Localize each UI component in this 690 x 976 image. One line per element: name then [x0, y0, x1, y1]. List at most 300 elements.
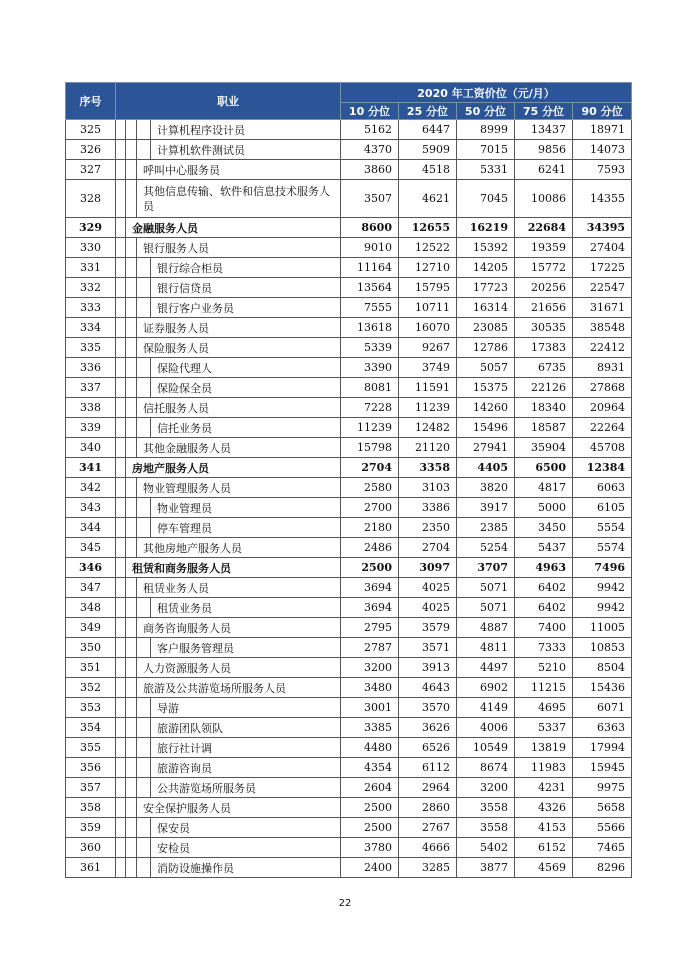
header-salary-group: 2020 年工资价位（元/月） — [341, 83, 632, 103]
indent-cell — [116, 398, 126, 418]
serial-number-cell: 358 — [66, 798, 116, 818]
p50-cell: 15375 — [457, 378, 515, 398]
p10-cell: 5339 — [341, 338, 399, 358]
p90-cell: 8296 — [573, 858, 632, 878]
p10-cell: 3694 — [341, 598, 399, 618]
p25-cell: 3285 — [399, 858, 457, 878]
p10-cell: 13618 — [341, 318, 399, 338]
indent-cell — [126, 140, 137, 160]
p50-cell: 2385 — [457, 518, 515, 538]
indent-cell — [116, 638, 126, 658]
serial-number-cell: 353 — [66, 698, 116, 718]
occupation-name-cell: 其他信息传输、软件和信息技术服务人员 — [137, 180, 341, 218]
indent-cell — [116, 658, 126, 678]
p50-cell: 10549 — [457, 738, 515, 758]
p50-cell: 7045 — [457, 180, 515, 218]
p90-cell: 20964 — [573, 398, 632, 418]
indent-cell — [116, 618, 126, 638]
indent-cell — [116, 358, 126, 378]
indent-cell — [116, 338, 126, 358]
p50-cell: 4149 — [457, 698, 515, 718]
p25-cell: 3570 — [399, 698, 457, 718]
table-row — [66, 558, 632, 578]
table-row — [66, 398, 632, 418]
p50-cell: 8999 — [457, 120, 515, 140]
p25-cell: 2767 — [399, 818, 457, 838]
occupation-name-cell: 停车管理员 — [151, 518, 341, 538]
p25-cell: 4643 — [399, 678, 457, 698]
indent-cell — [126, 818, 137, 838]
occupation-name-cell: 银行客户业务员 — [151, 298, 341, 318]
p90-cell: 15436 — [573, 678, 632, 698]
table-row — [66, 258, 632, 278]
indent-cell — [126, 298, 137, 318]
serial-number-cell: 349 — [66, 618, 116, 638]
p25-cell: 3097 — [399, 558, 457, 578]
p75-cell: 4695 — [515, 698, 573, 718]
p25-cell: 4621 — [399, 180, 457, 218]
salary-table — [65, 82, 632, 878]
indent-cell — [116, 738, 126, 758]
p25-cell: 3571 — [399, 638, 457, 658]
serial-number-cell: 350 — [66, 638, 116, 658]
p50-cell: 5071 — [457, 578, 515, 598]
indent-cell — [116, 698, 126, 718]
indent-cell — [137, 418, 151, 438]
indent-cell — [137, 758, 151, 778]
indent-cell — [137, 358, 151, 378]
indent-cell — [137, 838, 151, 858]
indent-cell — [126, 618, 137, 638]
p25-cell: 15795 — [399, 278, 457, 298]
indent-cell — [126, 638, 137, 658]
occupation-name-cell: 物业管理员 — [151, 498, 341, 518]
p10-cell: 3860 — [341, 160, 399, 180]
indent-cell — [116, 418, 126, 438]
indent-cell — [116, 498, 126, 518]
p25-cell: 2704 — [399, 538, 457, 558]
p90-cell: 7465 — [573, 838, 632, 858]
indent-cell — [137, 378, 151, 398]
p50-cell: 4405 — [457, 458, 515, 478]
p90-cell: 10853 — [573, 638, 632, 658]
indent-cell — [137, 498, 151, 518]
p75-cell: 21656 — [515, 298, 573, 318]
p50-cell: 5057 — [457, 358, 515, 378]
occupation-name-cell: 保险保全员 — [151, 378, 341, 398]
table-row — [66, 438, 632, 458]
p90-cell: 9942 — [573, 598, 632, 618]
indent-cell — [116, 718, 126, 738]
p10-cell: 11239 — [341, 418, 399, 438]
p90-cell: 9942 — [573, 578, 632, 598]
occupation-name-cell: 呼叫中心服务员 — [137, 160, 341, 180]
p75-cell: 10086 — [515, 180, 573, 218]
table-row — [66, 298, 632, 318]
indent-cell — [126, 378, 137, 398]
p50-cell: 3877 — [457, 858, 515, 878]
p90-cell: 15945 — [573, 758, 632, 778]
p90-cell: 17225 — [573, 258, 632, 278]
p75-cell: 11983 — [515, 758, 573, 778]
occupation-name-cell: 房地产服务人员 — [126, 458, 341, 478]
p10-cell: 9010 — [341, 238, 399, 258]
table-row — [66, 378, 632, 398]
indent-cell — [137, 120, 151, 140]
p10-cell: 13564 — [341, 278, 399, 298]
p10-cell: 4480 — [341, 738, 399, 758]
indent-cell — [126, 738, 137, 758]
occupation-name-cell: 旅游及公共游览场所服务人员 — [137, 678, 341, 698]
p90-cell: 22412 — [573, 338, 632, 358]
p50-cell: 4887 — [457, 618, 515, 638]
p25-cell: 10711 — [399, 298, 457, 318]
indent-cell — [137, 778, 151, 798]
serial-number-cell: 334 — [66, 318, 116, 338]
p75-cell: 6241 — [515, 160, 573, 180]
indent-cell — [137, 258, 151, 278]
p50-cell: 4811 — [457, 638, 515, 658]
indent-cell — [137, 598, 151, 618]
p75-cell: 18587 — [515, 418, 573, 438]
indent-cell — [137, 718, 151, 738]
occupation-name-cell: 保险代理人 — [151, 358, 341, 378]
p90-cell: 5574 — [573, 538, 632, 558]
p75-cell: 15772 — [515, 258, 573, 278]
serial-number-cell: 333 — [66, 298, 116, 318]
header-p25: 25 分位 — [399, 103, 457, 120]
p10-cell: 8081 — [341, 378, 399, 398]
indent-cell — [116, 180, 126, 218]
table-row — [66, 180, 632, 218]
table-row — [66, 718, 632, 738]
p75-cell: 11215 — [515, 678, 573, 698]
p25-cell: 9267 — [399, 338, 457, 358]
indent-cell — [126, 258, 137, 278]
p90-cell: 6063 — [573, 478, 632, 498]
p10-cell: 2180 — [341, 518, 399, 538]
indent-cell — [126, 678, 137, 698]
p10-cell: 11164 — [341, 258, 399, 278]
p10-cell: 4370 — [341, 140, 399, 160]
p90-cell: 7496 — [573, 558, 632, 578]
indent-cell — [126, 658, 137, 678]
p25-cell: 6526 — [399, 738, 457, 758]
indent-cell — [137, 858, 151, 878]
table-row — [66, 478, 632, 498]
indent-cell — [126, 538, 137, 558]
page-number: 22 — [338, 898, 352, 909]
p50-cell: 17723 — [457, 278, 515, 298]
serial-number-cell: 354 — [66, 718, 116, 738]
indent-cell — [116, 278, 126, 298]
indent-cell — [116, 458, 126, 478]
p50-cell: 16219 — [457, 218, 515, 238]
p10-cell: 2400 — [341, 858, 399, 878]
indent-cell — [126, 438, 137, 458]
p75-cell: 5210 — [515, 658, 573, 678]
occupation-name-cell: 旅行社计调 — [151, 738, 341, 758]
p90-cell: 6071 — [573, 698, 632, 718]
serial-number-cell: 360 — [66, 838, 116, 858]
p50-cell: 5071 — [457, 598, 515, 618]
p50-cell: 6902 — [457, 678, 515, 698]
serial-number-cell: 336 — [66, 358, 116, 378]
p10-cell: 2795 — [341, 618, 399, 638]
p50-cell: 7015 — [457, 140, 515, 160]
serial-number-cell: 328 — [66, 180, 116, 218]
p25-cell: 4025 — [399, 578, 457, 598]
p75-cell: 18340 — [515, 398, 573, 418]
p50-cell: 4497 — [457, 658, 515, 678]
occupation-name-cell: 租赁和商务服务人员 — [126, 558, 341, 578]
serial-number-cell: 359 — [66, 818, 116, 838]
occupation-name-cell: 客户服务管理员 — [151, 638, 341, 658]
occupation-name-cell: 导游 — [151, 698, 341, 718]
table-row — [66, 698, 632, 718]
table-row — [66, 218, 632, 238]
p10-cell: 3390 — [341, 358, 399, 378]
serial-number-cell: 361 — [66, 858, 116, 878]
serial-number-cell: 351 — [66, 658, 116, 678]
p75-cell: 6735 — [515, 358, 573, 378]
p25-cell: 11239 — [399, 398, 457, 418]
table-row — [66, 778, 632, 798]
p90-cell: 5566 — [573, 818, 632, 838]
serial-number-cell: 337 — [66, 378, 116, 398]
indent-cell — [116, 818, 126, 838]
indent-cell — [116, 160, 126, 180]
p90-cell: 18971 — [573, 120, 632, 140]
serial-number-cell: 345 — [66, 538, 116, 558]
table-row — [66, 738, 632, 758]
p10-cell: 8600 — [341, 218, 399, 238]
p25-cell: 21120 — [399, 438, 457, 458]
indent-cell — [116, 858, 126, 878]
serial-number-cell: 355 — [66, 738, 116, 758]
p25-cell: 3386 — [399, 498, 457, 518]
p50-cell: 14205 — [457, 258, 515, 278]
indent-cell — [116, 378, 126, 398]
p90-cell: 5658 — [573, 798, 632, 818]
p10-cell: 3200 — [341, 658, 399, 678]
indent-cell — [137, 638, 151, 658]
occupation-name-cell: 旅游团队领队 — [151, 718, 341, 738]
p50-cell: 4006 — [457, 718, 515, 738]
p10-cell: 3694 — [341, 578, 399, 598]
p75-cell: 5000 — [515, 498, 573, 518]
indent-cell — [137, 698, 151, 718]
occupation-name-cell: 物业管理服务人员 — [137, 478, 341, 498]
header-p90: 90 分位 — [573, 103, 632, 120]
p90-cell: 22264 — [573, 418, 632, 438]
p50-cell: 3707 — [457, 558, 515, 578]
indent-cell — [116, 238, 126, 258]
p75-cell: 17383 — [515, 338, 573, 358]
p25-cell: 3358 — [399, 458, 457, 478]
indent-cell — [126, 758, 137, 778]
table-row — [66, 638, 632, 658]
occupation-name-cell: 租赁业务人员 — [137, 578, 341, 598]
p10-cell: 2500 — [341, 798, 399, 818]
p10-cell: 2500 — [341, 818, 399, 838]
indent-cell — [126, 798, 137, 818]
p10-cell: 5162 — [341, 120, 399, 140]
p25-cell: 5909 — [399, 140, 457, 160]
p75-cell: 7333 — [515, 638, 573, 658]
p75-cell: 3450 — [515, 518, 573, 538]
p90-cell: 31671 — [573, 298, 632, 318]
occupation-name-cell: 安检员 — [151, 838, 341, 858]
p50-cell: 8674 — [457, 758, 515, 778]
p50-cell: 5402 — [457, 838, 515, 858]
table-row — [66, 160, 632, 180]
serial-number-cell: 343 — [66, 498, 116, 518]
p90-cell: 22547 — [573, 278, 632, 298]
p90-cell: 9975 — [573, 778, 632, 798]
table-row — [66, 338, 632, 358]
occupation-name-cell: 金融服务人员 — [126, 218, 341, 238]
p50-cell: 15392 — [457, 238, 515, 258]
table-row — [66, 498, 632, 518]
p90-cell: 7593 — [573, 160, 632, 180]
indent-cell — [126, 358, 137, 378]
p25-cell: 3913 — [399, 658, 457, 678]
indent-cell — [116, 120, 126, 140]
p10-cell: 7228 — [341, 398, 399, 418]
p75-cell: 22684 — [515, 218, 573, 238]
p10-cell: 15798 — [341, 438, 399, 458]
serial-number-cell: 341 — [66, 458, 116, 478]
serial-number-cell: 346 — [66, 558, 116, 578]
p75-cell: 6402 — [515, 578, 573, 598]
occupation-name-cell: 银行服务人员 — [137, 238, 341, 258]
indent-cell — [126, 398, 137, 418]
occupation-name-cell: 安全保护服务人员 — [137, 798, 341, 818]
p10-cell: 3001 — [341, 698, 399, 718]
indent-cell — [137, 738, 151, 758]
indent-cell — [116, 298, 126, 318]
header-p50: 50 分位 — [457, 103, 515, 120]
p90-cell: 5554 — [573, 518, 632, 538]
p90-cell: 11005 — [573, 618, 632, 638]
occupation-name-cell: 旅游咨询员 — [151, 758, 341, 778]
indent-cell — [126, 578, 137, 598]
occupation-name-cell: 商务咨询服务人员 — [137, 618, 341, 638]
p90-cell: 12384 — [573, 458, 632, 478]
occupation-name-cell: 其他金融服务人员 — [137, 438, 341, 458]
p90-cell: 14073 — [573, 140, 632, 160]
p10-cell: 2604 — [341, 778, 399, 798]
occupation-name-cell: 保险服务人员 — [137, 338, 341, 358]
occupation-name-cell: 计算机软件测试员 — [151, 140, 341, 160]
table-row — [66, 278, 632, 298]
p75-cell: 6152 — [515, 838, 573, 858]
p90-cell: 27868 — [573, 378, 632, 398]
indent-cell — [116, 438, 126, 458]
p90-cell: 27404 — [573, 238, 632, 258]
p25-cell: 3579 — [399, 618, 457, 638]
indent-cell — [126, 278, 137, 298]
indent-cell — [126, 338, 137, 358]
p10-cell: 3507 — [341, 180, 399, 218]
p25-cell: 12655 — [399, 218, 457, 238]
occupation-name-cell: 银行综合柜员 — [151, 258, 341, 278]
indent-cell — [126, 478, 137, 498]
serial-number-cell: 331 — [66, 258, 116, 278]
p25-cell: 3626 — [399, 718, 457, 738]
p90-cell: 34395 — [573, 218, 632, 238]
p50-cell: 14260 — [457, 398, 515, 418]
p25-cell: 3103 — [399, 478, 457, 498]
header-occupation: 职业 — [116, 83, 341, 120]
indent-cell — [116, 538, 126, 558]
indent-cell — [116, 798, 126, 818]
table-row — [66, 120, 632, 140]
serial-number-cell: 348 — [66, 598, 116, 618]
p10-cell: 2500 — [341, 558, 399, 578]
indent-cell — [126, 180, 137, 218]
p75-cell: 4231 — [515, 778, 573, 798]
p90-cell: 6105 — [573, 498, 632, 518]
occupation-name-cell: 信托业务员 — [151, 418, 341, 438]
p50-cell: 3820 — [457, 478, 515, 498]
table-row — [66, 678, 632, 698]
indent-cell — [116, 258, 126, 278]
indent-cell — [126, 418, 137, 438]
occupation-name-cell: 信托服务人员 — [137, 398, 341, 418]
p25-cell: 12710 — [399, 258, 457, 278]
p75-cell: 22126 — [515, 378, 573, 398]
table-row — [66, 418, 632, 438]
p75-cell: 5437 — [515, 538, 573, 558]
p25-cell: 16070 — [399, 318, 457, 338]
p50-cell: 3558 — [457, 818, 515, 838]
serial-number-cell: 342 — [66, 478, 116, 498]
p10-cell: 2704 — [341, 458, 399, 478]
p25-cell: 2964 — [399, 778, 457, 798]
p25-cell: 3749 — [399, 358, 457, 378]
indent-cell — [126, 518, 137, 538]
table-row — [66, 798, 632, 818]
p50-cell: 12786 — [457, 338, 515, 358]
p10-cell: 4354 — [341, 758, 399, 778]
p25-cell: 6447 — [399, 120, 457, 140]
indent-cell — [126, 778, 137, 798]
table-row — [66, 598, 632, 618]
table-row — [66, 238, 632, 258]
p50-cell: 3200 — [457, 778, 515, 798]
table-row — [66, 858, 632, 878]
serial-number-cell: 329 — [66, 218, 116, 238]
occupation-name-cell: 银行信贷员 — [151, 278, 341, 298]
table-row — [66, 818, 632, 838]
p75-cell: 35904 — [515, 438, 573, 458]
p25-cell: 11591 — [399, 378, 457, 398]
indent-cell — [116, 518, 126, 538]
p75-cell: 4326 — [515, 798, 573, 818]
indent-cell — [137, 278, 151, 298]
salary-table-page — [65, 82, 631, 878]
indent-cell — [126, 858, 137, 878]
p25-cell: 4666 — [399, 838, 457, 858]
p10-cell: 3385 — [341, 718, 399, 738]
serial-number-cell: 356 — [66, 758, 116, 778]
occupation-name-cell: 公共游览场所服务员 — [151, 778, 341, 798]
p50-cell: 5331 — [457, 160, 515, 180]
p25-cell: 12522 — [399, 238, 457, 258]
table-row — [66, 140, 632, 160]
